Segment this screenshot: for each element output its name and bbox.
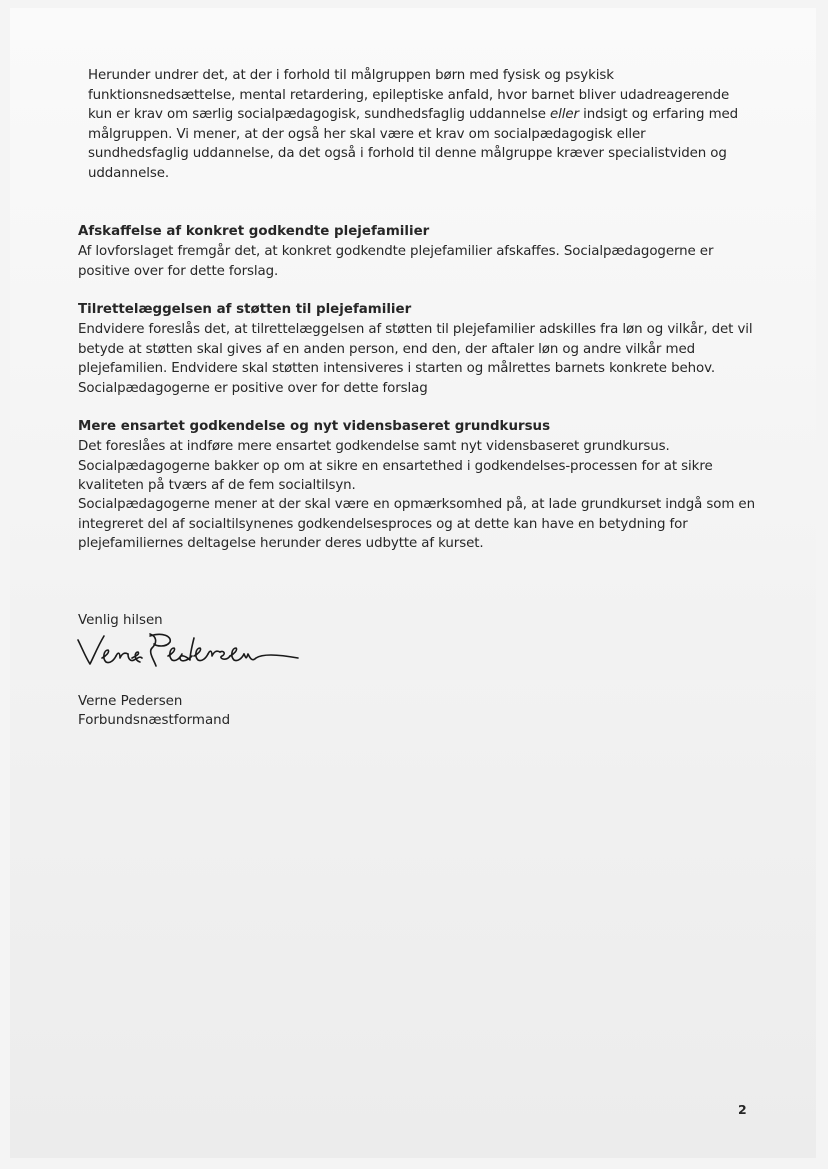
signer-name: Verne Pedersen [78, 694, 183, 709]
section-heading-grundkursus: Mere ensartet godkendelse og nyt vidensbaseret grundkursus [78, 419, 551, 434]
section-body-grundkursus: Det foreslåes at indføre mere ensartet godkendelse samt nyt vidensbaseret grundkursus. Socialpædagogerne bakker op om at sikre en ensartethed i godkendelses-processen for at sikre kvaliteten på tværs af de fem socialtilsyn. [78, 439, 713, 493]
section-heading-stoette: Tilrettelæggelsen af støtten til plejefamilier [78, 302, 412, 317]
handwritten-signature [76, 628, 316, 678]
intro-paragraph [88, 66, 748, 183]
section-body-plejefamilier-afskaffelse: Af lovforslaget fremgår det, at konkret godkendte plejefamilier afskaffes. Socialpædagogerne er positive over for dette forslag. [78, 244, 714, 279]
section-body-stoette: Endvidere foreslås det, at tilrettelæggelsen af støtten til plejefamilier adskilles fra løn og vilkår, det vil betyde at støtten skal gives af en anden person, end den, der aftaler løn og andre vilkår med plejefamilien. Endvidere skal støtten intensiveres i starten og målrettes barnets konkrete behov. Socialpædagogerne er positive over for dette forslag [78, 322, 753, 396]
intro-text-after: indsigt og erfaring med målgruppen. Vi mener, at der også her skal være et krav om socialpædagogisk eller sundhedsfaglig uddannelse, da det også i forhold til denne målgruppe kræver specialistviden og uddannelse. [88, 107, 739, 181]
page-number: 2 [738, 1102, 747, 1117]
signer-title: Forbundsnæstformand [78, 713, 231, 728]
intro-emphasis: eller [550, 107, 579, 122]
section-body-grundkursus-2: Socialpædagogerne mener at der skal være en opmærksomhed på, at lade grundkurset indgå som en integreret del af socialtilsynenes godkendelsesproces og at dette kan have en betydning for plejefamiliernes deltagelse herunder deres udbytte af kurset. [78, 497, 755, 551]
section-heading-plejefamilier-afskaffelse: Afskaffelse af konkret godkendte plejefamilier [78, 224, 430, 239]
closing-greeting: Venlig hilsen [78, 613, 163, 628]
intro-text-before: Herunder undrer det, at der i forhold til målgruppen børn med fysisk og psykisk funktionsnedsættelse, mental retardering, epileptiske anfald, hvor barnet bliver udadreagerende kun er krav om særlig socialpædagogisk, sundhedsfaglig uddannelse [88, 68, 730, 122]
